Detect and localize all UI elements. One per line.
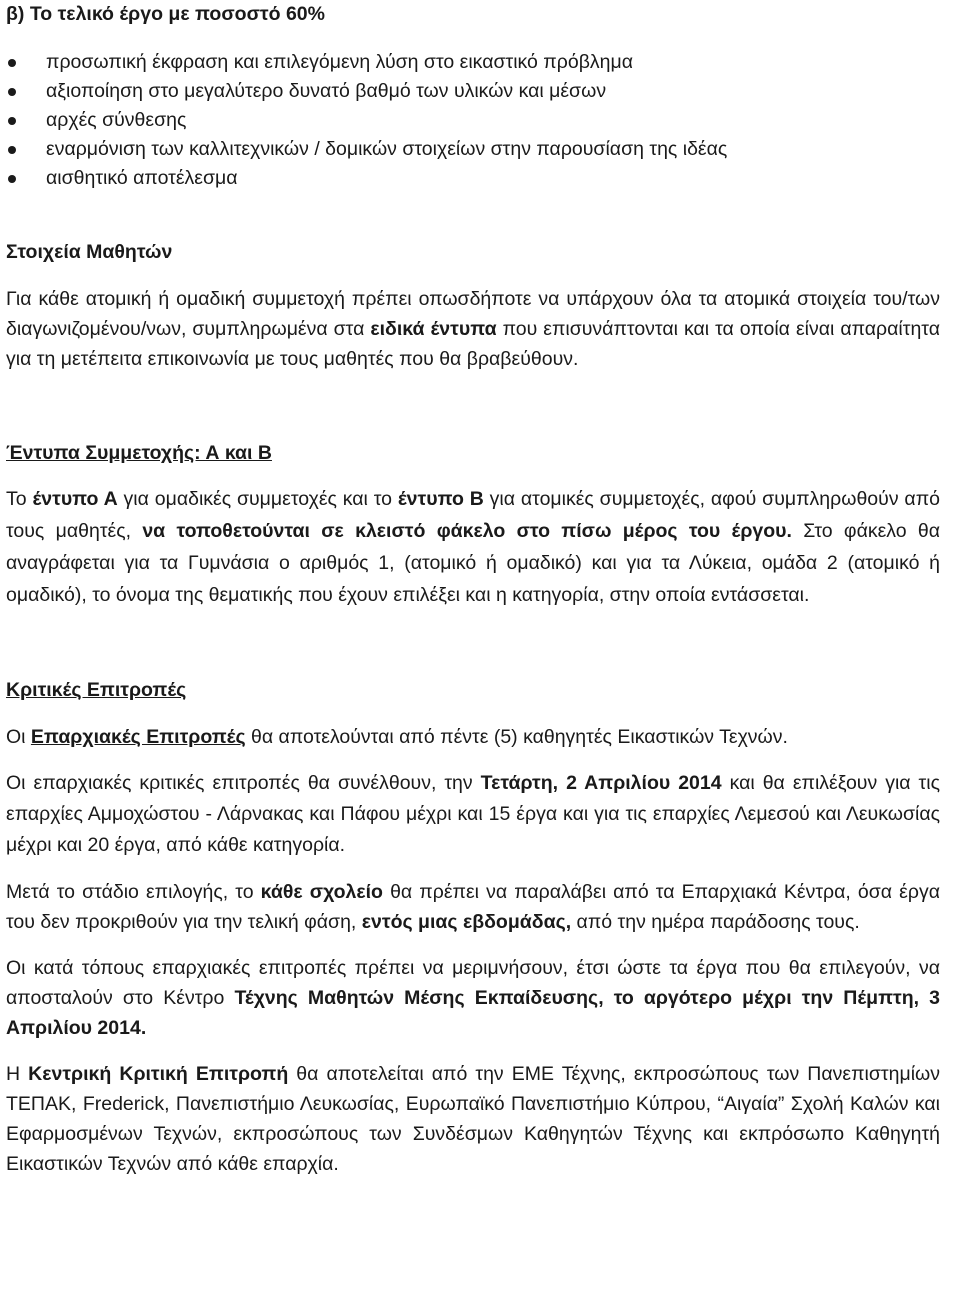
list-item: αισθητικό αποτέλεσμα (6, 164, 940, 193)
committees-heading: Κριτικές Επιτροπές (6, 679, 187, 701)
bullet-icon (8, 175, 16, 183)
forms-paragraph: Το έντυπο Α για ομαδικές συμμετοχές και το έντυπο Β για ατομικές συμμετοχές, αφού συμπληρωθούν από τους μαθητές, να τοποθετούνται σε κλειστό φάκελο στο πίσω μέρος του έργου. Στο φάκελο θα αναγράφεται για τα Γυμνάσια ο αριθμός 1, (ατομικό ή ομαδικό) και για τα Λύκεια, ομάδα 2 (ατομικό ή ομαδικό), το όνομα της θεματικής που έχουν επιλέξει και η κατηγορία, στην οποία εντάσσεται. (6, 488, 940, 606)
bullet-icon (8, 88, 16, 96)
bullet-icon (8, 59, 16, 67)
list-item: προσωπική έκφραση και επιλεγόμενη λύση στο εικαστικό πρόβλημα (6, 48, 940, 77)
criteria-list (6, 48, 940, 193)
students-paragraph: Για κάθε ατομική ή ομαδική συμμετοχή πρέπει οπωσδήποτε να υπάρχουν όλα τα ατομικά στοιχεία του/των διαγωνιζομένου/νων, συμπληρωμένα στα ειδικά έντυπα που επισυνάπτονται και τα οποία είναι απαραίτητα για τη μετέπειτα επικοινωνία με τους μαθητές που θα βραβεύθουν. (6, 288, 940, 370)
list-item: αξιοποίηση στο μεγαλύτερο δυνατό βαθμό των υλικών και μέσων (6, 77, 940, 106)
bullet-icon (8, 117, 16, 125)
committees-paragraph-4: Οι κατά τόπους επαρχιακές επιτροπές πρέπει να μεριμνήσουν, έτσι ώστε τα έργα που θα επιλεγούν, να αποσταλούν στο Κέντρο Τέχνης Μαθητών Μέσης Εκπαίδευσης, το αργότερο μέχρι την Πέμπτη, 3 Απριλίου 2014. (6, 957, 940, 1039)
bullet-icon (8, 146, 16, 154)
committees-paragraph-5: Η Κεντρική Κριτική Επιτροπή θα αποτελείται από την ΕΜΕ Τέχνης, εκπροσώπους των Πανεπιστημίων ΤΕΠΑΚ, Frederick, Πανεπιστήμιο Λευκωσίας, Ευρωπαϊκό Πανεπιστήμιο Κύπρου, “Αιγαία” Σχολή Καλών και Εφαρμοσμένων Τεχνών, εκπροσώπους των Συνδέσμων Καθηγητών Τέχνης και εκπρόσωπο Καθηγητή Εικαστικών Τεχνών από κάθε επαρχία. (6, 1063, 941, 1175)
section-b-heading: β) Το τελικό έργο με ποσοστό 60% (6, 3, 325, 25)
list-item: αρχές σύνθεσης (6, 106, 940, 135)
committees-paragraph-1: Οι Επαρχιακές Επιτροπές θα αποτελούνται από πέντε (5) καθηγητές Εικαστικών Τεχνών. (6, 726, 788, 748)
students-heading: Στοιχεία Μαθητών (6, 241, 173, 263)
committees-paragraph-3: Μετά το στάδιο επιλογής, το κάθε σχολείο θα πρέπει να παραλάβει από τα Επαρχιακά Κέντρα, όσα έργα του δεν προκριθούν για την τελική φάση, εντός μιας εβδομάδας, από την ημέρα παράδοσης τους. (6, 881, 940, 933)
list-item: εναρμόνιση των καλλιτεχνικών / δομικών στοιχείων στην παρουσίαση της ιδέας (6, 135, 940, 164)
committees-paragraph-2: Οι επαρχιακές κριτικές επιτροπές θα συνέλθουν, την Τετάρτη, 2 Απριλίου 2014 και θα επιλέξουν για τις επαρχίες Αμμοχώστου - Λάρνακας και Πάφου μέχρι και 15 έργα και για τις επαρχίες Λεμεσού και Λευκωσίας μέχρι και 20 έργα, από κάθε κατηγορία. (6, 772, 940, 856)
forms-heading: Έντυπα Συμμετοχής: Α και Β (6, 442, 272, 464)
